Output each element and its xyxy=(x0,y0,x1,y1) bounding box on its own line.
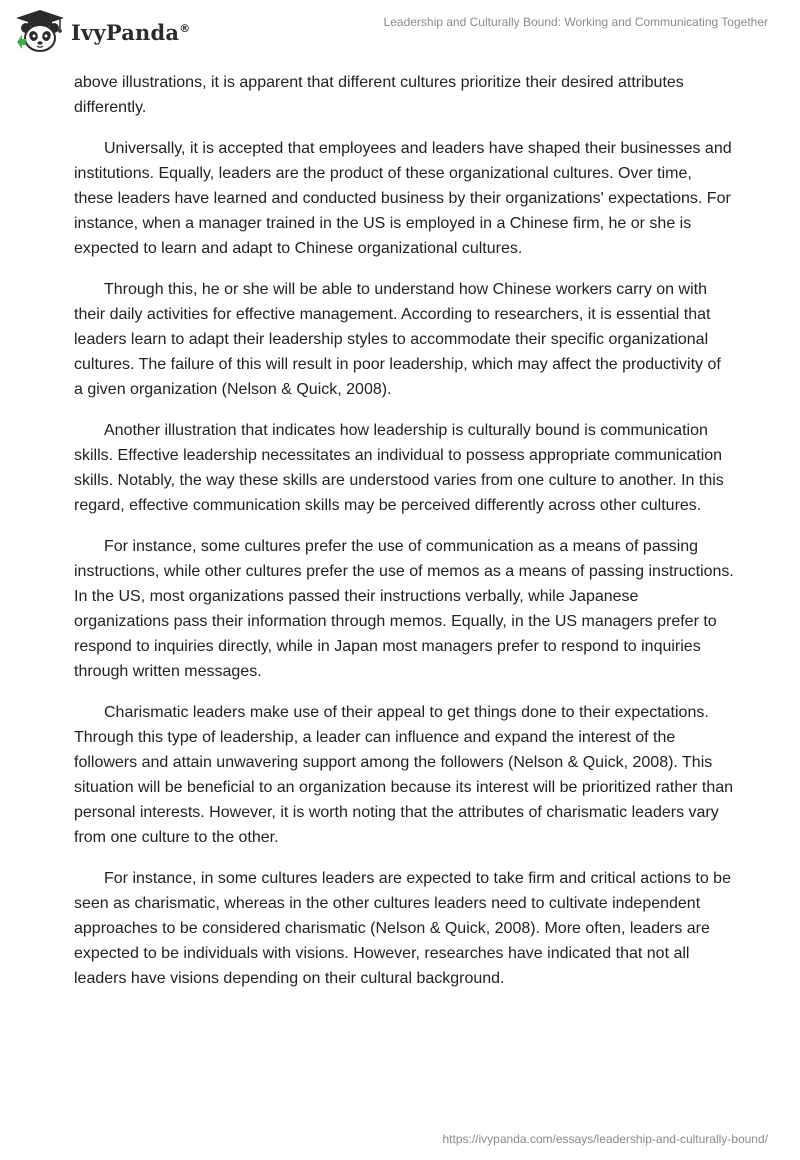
paragraph-2: Universally, it is accepted that employees and leaders have shaped their businesses and institutions. Equally, leaders are the product of these organizational cultures. Over time, these leaders have learned and conducted business by their organizations' expectations. For instance, when a manager trained in the US is employed in a Chinese firm, he or she is expected to learn and adapt to Chinese organizational cultures. xyxy=(74,140,732,257)
document-title: Leadership and Culturally Bound: Working and Communicating Together xyxy=(383,15,768,29)
paragraph-7: For instance, in some cultures leaders are expected to take firm and critical actions to be seen as charismatic, whereas in the other cultures leaders need to cultivate independent approaches to be considered charismatic (Nelson & Quick, 2008). More often, leaders are expected to be individuals with visions. However, researches have indicated that not all leaders have visions depending on their cultural background. xyxy=(74,870,731,987)
brand-logo[interactable] xyxy=(14,8,190,54)
paragraph-6: Charismatic leaders make use of their appeal to get things done to their expectations. Through this type of leadership, a leader can influence and expand the interest of the followers and attain unwavering support among the followers (Nelson & Quick, 2008). This situation will be beneficial to an organization because its interest will be prioritized rather than personal interests. However, it is worth noting that the attributes of charismatic leaders vary from one culture to the other. xyxy=(74,704,734,846)
essay-body xyxy=(74,70,734,1007)
paragraph-3: Through this, he or she will be able to understand how Chinese workers carry on with their daily activities for effective management. According to researchers, it is essential that leaders learn to adapt their leadership styles to accommodate their specific organizational cultures. The failure of this will result in poor leadership, which may affect the productivity of a given organization (Nelson & Quick, 2008). xyxy=(74,281,721,398)
paragraph-4: Another illustration that indicates how leadership is culturally bound is communication skills. Effective leadership necessitates an individual to possess appropriate communication skills. Notably, the way these skills are understood varies from one culture to another. In this regard, effective communication skills may be perceived differently across other cultures. xyxy=(74,422,724,514)
registered-mark: ® xyxy=(179,21,191,35)
brand-name: IvyPanda® xyxy=(71,19,191,45)
page-header xyxy=(0,0,800,64)
paragraph-1: above illustrations, it is apparent that different cultures prioritize their desired attributes differently. xyxy=(74,74,684,116)
panda-logo-icon xyxy=(14,8,66,54)
source-url-link[interactable]: https://ivypanda.com/essays/leadership-and-culturally-bound/ xyxy=(442,1132,768,1146)
paragraph-5: For instance, some cultures prefer the use of communication as a means of passing instructions, while other cultures prefer the use of memos as a means of passing instructions. In the US, most organizations passed their instructions verbally, while Japanese organizations pass their information through memos. Equally, in the US managers prefer to respond to inquiries directly, while in Japan most managers prefer to respond to inquiries through written messages. xyxy=(74,538,734,680)
